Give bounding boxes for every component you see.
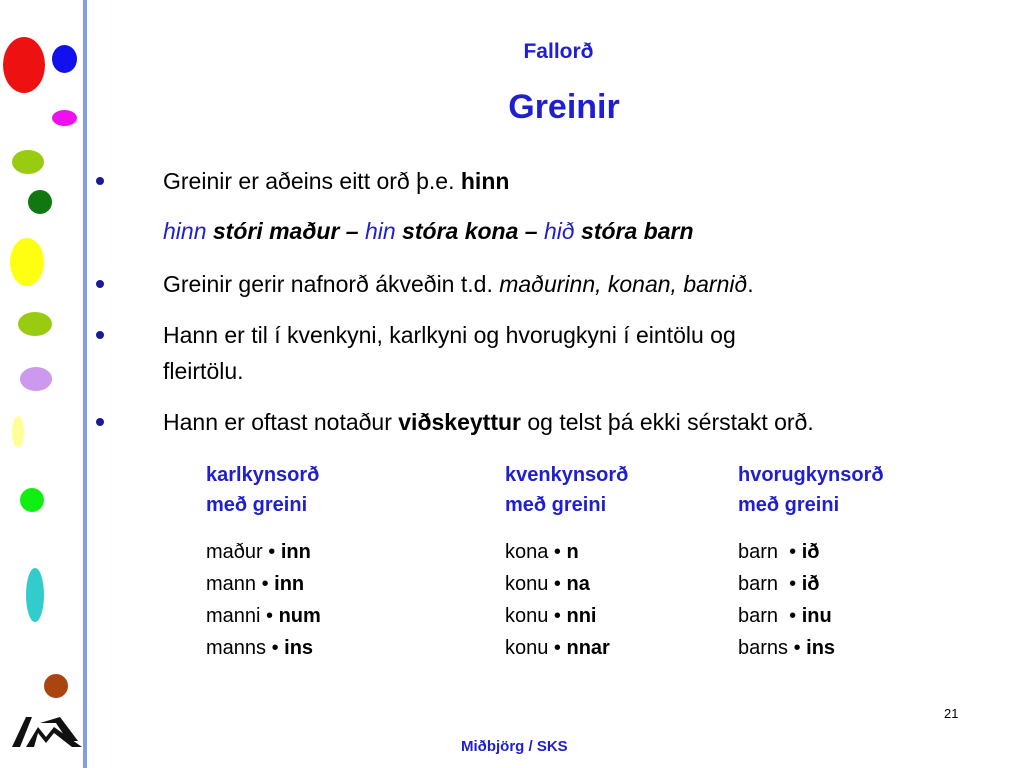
header-masculine-line-2: með greini	[206, 494, 308, 516]
header-masculine-line-1: karlkynsorð	[206, 464, 320, 486]
word-suffix: ið	[801, 573, 820, 595]
word-suffix: n	[566, 541, 579, 563]
lavender-dot	[20, 367, 52, 391]
example-line	[96, 213, 996, 249]
yellow-green-dot-2	[18, 312, 52, 336]
word-suffix: ið	[801, 541, 820, 563]
word-stem: konu •	[505, 605, 567, 627]
slide-subtitle: Fallorð	[523, 40, 594, 63]
header-feminine-line-1: kvenkynsorð	[505, 464, 629, 486]
example-phrase-1: stóri maður –	[206, 218, 365, 244]
page-number: 21	[944, 706, 959, 721]
bullet-dot	[96, 177, 104, 185]
bullet-3	[96, 317, 996, 389]
bullet-2	[96, 266, 996, 302]
word-stem: konu •	[505, 573, 567, 595]
bullet-1	[96, 163, 996, 199]
bullet-4-keyword: viðskeyttur	[398, 409, 521, 435]
word-stem: maður •	[206, 541, 281, 563]
bullet-2-examples: maðurinn, konan, barnið	[499, 271, 748, 297]
word-stem: mann •	[206, 573, 275, 595]
brown-dot	[44, 674, 68, 698]
table-row	[206, 600, 321, 632]
word-suffix: inn	[274, 573, 305, 595]
example-line-text	[163, 213, 993, 249]
dark-green-dot	[28, 190, 52, 214]
example-article-hinn: hinn	[163, 218, 207, 244]
green-dot	[20, 488, 44, 512]
table-row	[206, 536, 311, 568]
table-row	[505, 536, 579, 568]
table-row	[505, 600, 596, 632]
bullet-1-text	[163, 163, 993, 199]
table-row	[505, 632, 610, 664]
bullet-1-keyword: hinn	[460, 168, 510, 194]
header-masculine	[206, 460, 319, 520]
word-stem: konu •	[505, 637, 567, 659]
word-stem: barn •	[738, 541, 802, 563]
table-row	[206, 632, 313, 664]
mountain-logo	[12, 713, 82, 749]
word-suffix: ins	[806, 637, 836, 659]
pale-yellow-dot	[12, 416, 24, 448]
bullet-1-label: Greinir er aðeins eitt orð þ.e.	[163, 168, 461, 194]
word-suffix: inn	[280, 541, 311, 563]
bullet-4	[96, 404, 996, 440]
word-suffix: nni	[566, 605, 597, 627]
bullet-dot	[96, 280, 104, 288]
header-neuter-line-2: með greini	[738, 494, 840, 516]
bullet-4-label: Hann er oftast notaður	[163, 409, 399, 435]
word-stem: manns •	[206, 637, 285, 659]
word-stem: manni •	[206, 605, 279, 627]
bullet-2-end: .	[747, 271, 754, 297]
header-feminine	[505, 460, 628, 520]
bullet-4-end: og telst þá ekki sérstakt orð.	[520, 409, 814, 435]
word-stem: barns •	[738, 637, 807, 659]
turquoise-dot	[26, 568, 44, 622]
table-row	[206, 568, 304, 600]
slide-title: Greinir	[508, 88, 620, 126]
word-suffix: na	[566, 573, 590, 595]
bullet-4-text	[163, 404, 993, 440]
word-stem: barn •	[738, 573, 802, 595]
table-row	[505, 568, 590, 600]
bullet-3-text	[163, 317, 993, 389]
bullet-2-text	[163, 266, 993, 302]
yellow-dot	[10, 238, 44, 286]
example-article-hin: hin	[364, 218, 396, 244]
header-feminine-line-2: með greini	[505, 494, 607, 516]
word-stem: barn •	[738, 605, 802, 627]
yellow-green-dot	[12, 150, 44, 174]
word-suffix: ins	[284, 637, 314, 659]
header-neuter	[738, 460, 884, 520]
word-stem: kona •	[505, 541, 567, 563]
table-row	[738, 600, 832, 632]
word-suffix: nnar	[566, 637, 610, 659]
header-neuter-line-1: hvorugkynsorð	[738, 464, 884, 486]
word-suffix: num	[278, 605, 321, 627]
bullet-dot	[96, 331, 104, 339]
table-row	[738, 536, 819, 568]
bullet-dot	[96, 418, 104, 426]
example-phrase-2: stóra kona –	[395, 218, 544, 244]
table-row	[738, 568, 819, 600]
table-row	[738, 632, 835, 664]
slide-footer: Miðbjörg / SKS	[461, 738, 568, 755]
example-phrase-3: stóra barn	[574, 218, 694, 244]
example-article-hid: hið	[543, 218, 575, 244]
word-suffix: inu	[801, 605, 832, 627]
bullet-3-line-2: fleirtölu.	[163, 358, 244, 384]
bullet-3-line-1: Hann er til í kvenkyni, karlkyni og hvorugkyni í eintölu og	[163, 322, 736, 348]
bullet-2-label: Greinir gerir nafnorð ákveðin t.d.	[163, 271, 500, 297]
